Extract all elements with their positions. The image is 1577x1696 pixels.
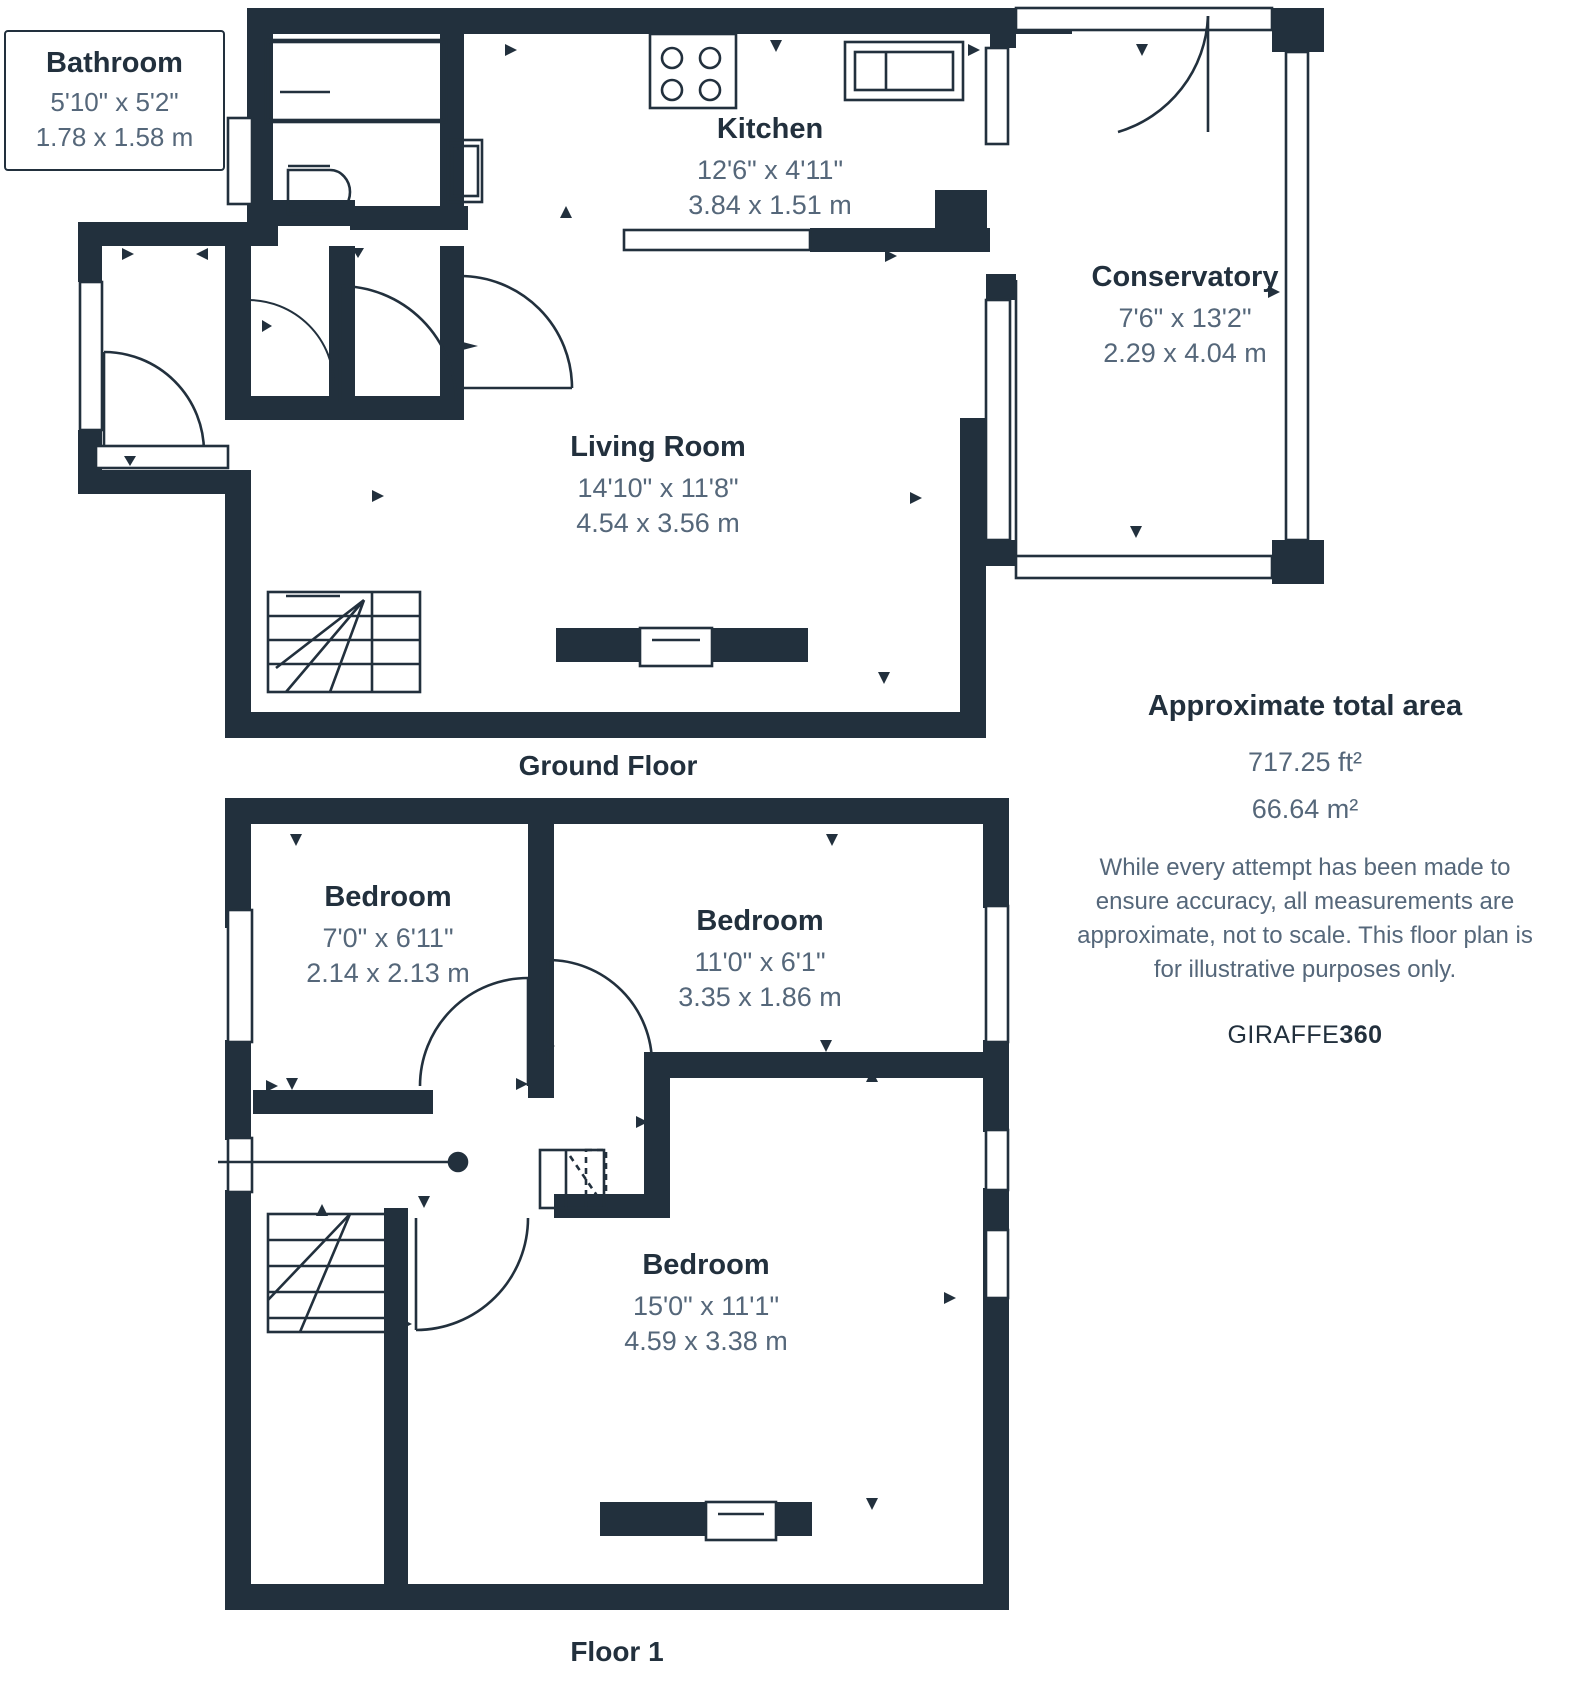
room-dimensions-imperial: 15'0" x 11'1" (632, 1290, 780, 1321)
room-name: Bedroom (642, 1249, 770, 1281)
room-dimensions-metric: 2.14 x 2.13 m (306, 958, 470, 989)
giraffe360-logo (1055, 1021, 1555, 1050)
floor-title-first: Floor 1 (570, 1636, 664, 1667)
brand-name-light: GIRAFFE (1227, 1021, 1340, 1050)
room-dimensions-imperial: 14'10" x 11'8" (577, 472, 739, 503)
room-name: Bedroom (696, 905, 824, 937)
room-name: Bathroom (46, 47, 183, 79)
floor-title-ground: Ground Floor (518, 750, 698, 781)
room-dimensions-imperial: 12'6" x 4'11" (696, 154, 844, 185)
room-label-bedroom-1 (238, 878, 538, 992)
disclaimer-text: While every attempt has been made to ensure accuracy, all measurements are approximate, not to scale. This floor plan is for illustrative purposes only. (1077, 854, 1533, 984)
room-name: Living Room (570, 431, 746, 463)
room-name: Kitchen (716, 113, 824, 145)
total-area-panel (1055, 690, 1555, 1050)
room-name: Conservatory (1091, 261, 1279, 293)
room-label-bathroom (4, 30, 225, 171)
room-dimensions-metric: 3.35 x 1.86 m (678, 982, 842, 1013)
room-dimensions-metric: 1.78 x 1.58 m (35, 122, 194, 153)
room-dimensions-imperial: 5'10" x 5'2" (50, 87, 179, 118)
room-dimensions-metric: 4.54 x 3.56 m (576, 508, 740, 539)
room-label-bedroom-2 (610, 902, 910, 1016)
room-label-kitchen (620, 110, 920, 224)
room-dimensions-imperial: 7'0" x 6'11" (322, 922, 454, 953)
room-name: Bedroom (324, 881, 452, 913)
room-label-bedroom-3 (556, 1246, 856, 1360)
room-dimensions-metric: 4.59 x 3.38 m (624, 1326, 788, 1357)
room-label-living-room (508, 428, 808, 542)
room-dimensions-imperial: 11'0" x 6'1" (694, 946, 826, 977)
room-dimensions-metric: 2.29 x 4.04 m (1103, 338, 1267, 369)
room-dimensions-imperial: 7'6" x 13'2" (1118, 302, 1252, 333)
room-dimensions-metric: 3.84 x 1.51 m (688, 190, 852, 221)
room-label-conservatory (1005, 258, 1365, 372)
total-area-sqft: 717.25 ft² (1247, 747, 1363, 777)
brand-name-bold: 360 (1339, 1021, 1383, 1050)
total-area-heading: Approximate total area (1147, 690, 1463, 722)
total-area-sqm: 66.64 m² (1251, 794, 1359, 824)
